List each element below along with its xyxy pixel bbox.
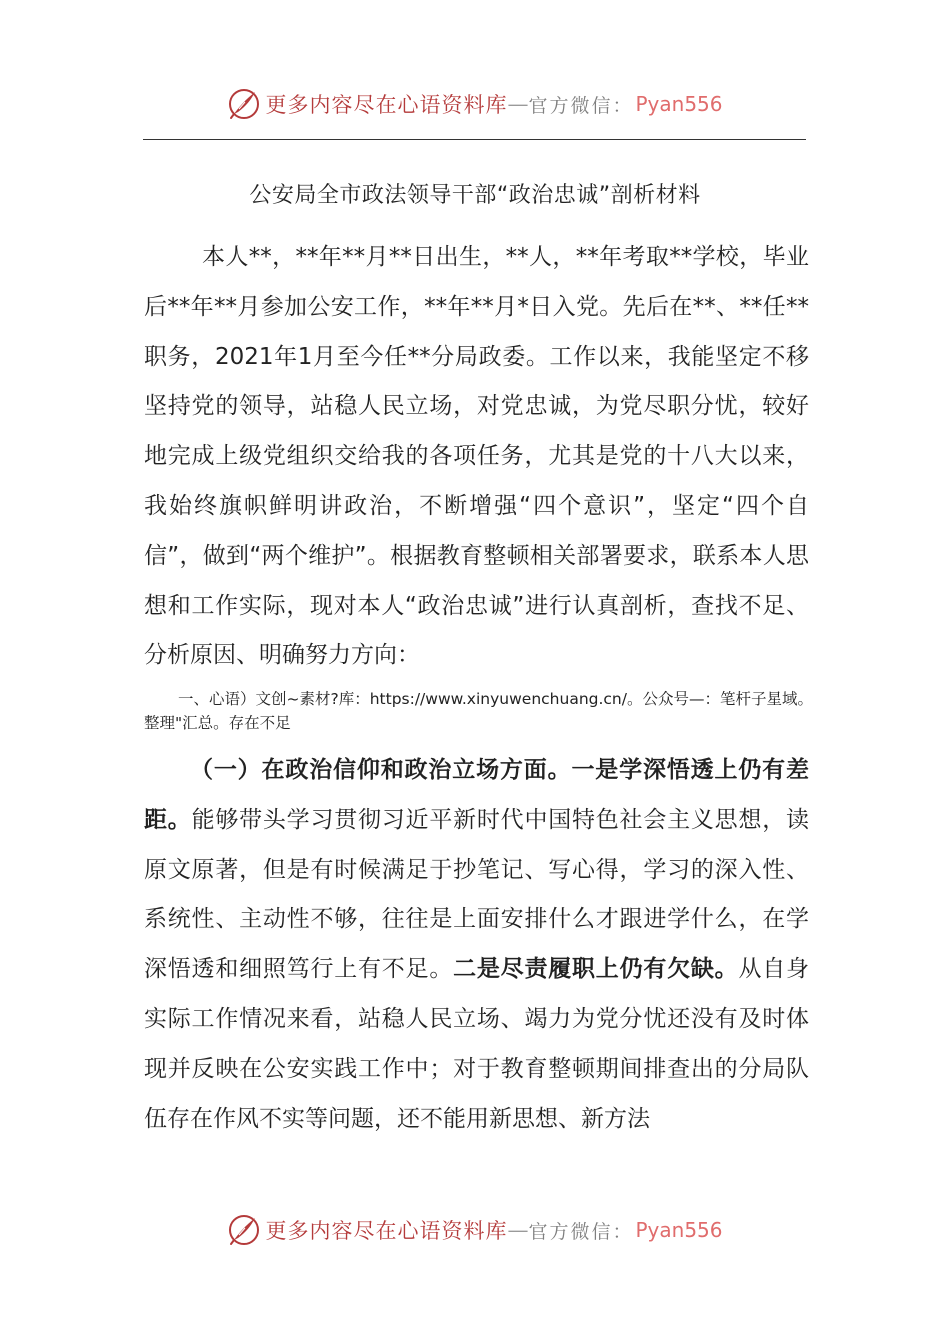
banner-text: 更多内容尽在心语资料库	[265, 93, 508, 117]
section-body-text-1: 能够带头学习贯彻习近平新时代中国特色社会主义思想，读原文原著，但是有时候满足于抄笔记、写心得，学习的深入性、系统性、主动性不够，往往是上面安排什么才跟进学什么，在学深悟透和细照笃行上有不足。	[144, 806, 810, 983]
banner-wechat-label: 官方微信：	[528, 1220, 634, 1243]
section-paragraph	[144, 746, 809, 1144]
banner-separator: —	[507, 92, 529, 116]
footer-banner	[0, 1208, 950, 1252]
section-heading: （一）在政治信仰和政治立场方面。一是学深悟透上仍有差距。	[144, 757, 809, 833]
section-body-text-2: 从自身实际工作情况来看，站稳人民立场、竭力为党分忧还没有及时体现并反映在公安实践工作中；对于教育整顿期间排查出的分局队伍存在作风不实等问题，还不能用新思想、新方法	[144, 956, 810, 1132]
banner-wechat-id: Pyan556	[635, 92, 723, 116]
intro-paragraph: 本人**，**年**月**日出生，**人，**年考取**学校，毕业后**年**月参加公安工作，**年**月*日入党。先后在**、**任**职务，2021年1月至今任**分局政委。工作以来，我能坚定不移坚持党的领导，站稳人民立场，对党忠诚，为党尽职分忧，较好地完成上级党组织交给我的各项任务，尤其是党的十八大以来，我始终旗帜鲜明讲政治，不断增强“四个意识”，坚定“四个自信”，做到“两个维护”。根据教育整顿相关部署要求，联系本人思想和工作实际，现对本人“政治忠诚”进行认真剖析，查找不足、分析原因、明确努力方向：	[144, 244, 809, 669]
banner-text: 更多内容尽在心语资料库	[265, 1219, 508, 1243]
document-title: 公安局全市政法领导干部“政治忠诚”剖析材料	[249, 183, 701, 208]
quill-logo-icon	[227, 87, 261, 121]
banner-wechat-id: Pyan556	[635, 1218, 723, 1242]
quill-logo-icon	[227, 1213, 261, 1247]
header-banner	[0, 82, 950, 126]
banner-separator: —	[507, 1218, 529, 1242]
header-divider	[143, 139, 806, 140]
banner-wechat-label: 官方微信：	[528, 94, 634, 117]
source-note-paragraph: 一、心语）文创~素材?库：https://www.xinyuwenchuang.cn/。公众号—：笔杆子星域。整理"汇总。存在不足	[144, 690, 813, 732]
section-subheading: 二是尽责履职上仍有欠缺。	[453, 956, 739, 983]
